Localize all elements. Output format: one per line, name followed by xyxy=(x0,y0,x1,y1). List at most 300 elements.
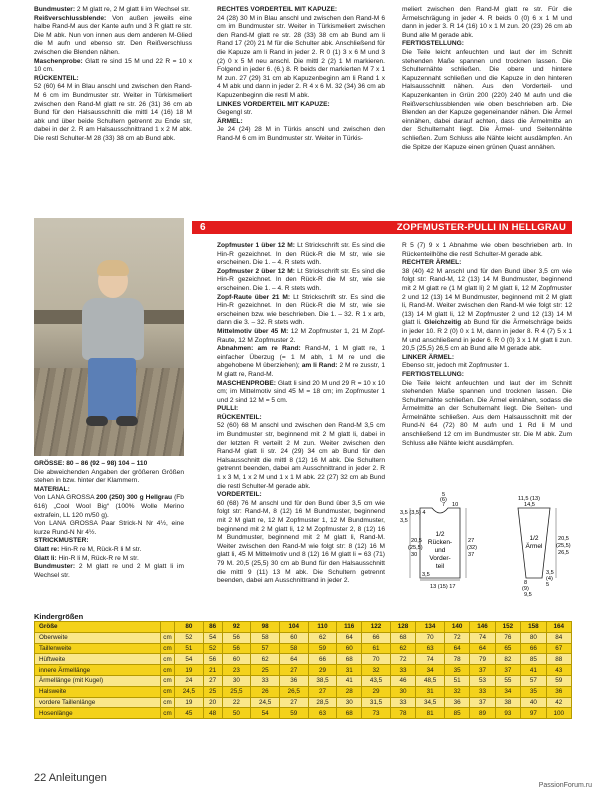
section-heading: STRICKMUSTER: xyxy=(34,537,89,545)
table-cell: 72 xyxy=(390,654,415,665)
bold-lead: Glatt re: xyxy=(34,545,60,553)
dim-height-3: 30 xyxy=(411,552,418,558)
table-cell: 51 xyxy=(175,643,204,654)
instructions-column-4 xyxy=(34,460,184,580)
section-title: ZOPFMUSTER-PULLI IN HELLGRAU xyxy=(396,222,566,233)
table-cell: 79 xyxy=(470,654,495,665)
paragraph xyxy=(34,83,192,143)
table-cell: 33 xyxy=(470,686,495,697)
row-label: Oberweite xyxy=(35,632,161,643)
row-unit: cm xyxy=(161,686,175,697)
table-cell: 41 xyxy=(337,675,362,686)
row-label: Halsweite xyxy=(35,686,161,697)
table-cell: 59 xyxy=(546,675,571,686)
section-heading: RECHTES VORDERTEIL MIT KAPUZE: xyxy=(217,6,338,13)
row-unit: cm xyxy=(161,632,175,643)
table-cell: 56 xyxy=(222,643,251,654)
table-cell: 56 xyxy=(222,632,251,643)
table-cell: 30 xyxy=(222,675,251,686)
table-cell: 19 xyxy=(175,697,204,708)
table-cell: 26 xyxy=(251,686,280,697)
paragraph-text: 2 M glatt re, 2 M glatt li im Wechsel str. xyxy=(75,6,190,13)
sleeve-cuff-1: 3,5 xyxy=(546,570,554,576)
table-cell: 78 xyxy=(444,654,469,665)
paragraph xyxy=(402,354,572,363)
table-cell: 76 xyxy=(495,632,520,643)
bold-lead: GRÖSSE: 80 – 86 (92 – 98) 104 – 110 xyxy=(34,460,148,467)
table-cell: 19 xyxy=(175,665,204,676)
section-heading: MATERIAL: xyxy=(34,485,70,493)
table-cell: 21 xyxy=(203,665,222,676)
size-table-title: Kindergrößen xyxy=(34,612,84,621)
dim-total-1: 27 xyxy=(468,538,475,544)
table-row xyxy=(35,697,572,708)
table-cell: 30 xyxy=(390,686,415,697)
paragraph xyxy=(34,563,184,580)
section-number: 6 xyxy=(200,222,206,233)
table-cell: 62 xyxy=(390,643,415,654)
table-row xyxy=(35,708,572,719)
size-header: 140 xyxy=(444,622,469,633)
section-heading: ÄRMEL: xyxy=(217,117,243,125)
size-header: 116 xyxy=(337,622,362,633)
body-label-1: 1/2 xyxy=(435,531,445,538)
paragraph-text: (Fb 616) „Cool Wool Big“ (100% Wolle Merino extrafein, LL 120 m/50 g). xyxy=(34,494,184,519)
table-cell: 60 xyxy=(222,654,251,665)
table-cell: 37 xyxy=(470,665,495,676)
child-photo xyxy=(34,218,184,456)
table-cell: 27 xyxy=(308,686,337,697)
paragraph xyxy=(217,294,385,328)
dim-total-2: (32) xyxy=(467,545,477,551)
table-cell: 81 xyxy=(416,708,445,719)
table-cell: 34 xyxy=(416,665,445,676)
size-header: 134 xyxy=(416,622,445,633)
paragraph xyxy=(402,268,572,354)
table-cell: 63 xyxy=(308,708,337,719)
table-cell: 20 xyxy=(203,697,222,708)
table-cell: 68 xyxy=(337,708,362,719)
bold-inline: 200 (250) 300 g Hellgrau xyxy=(96,494,173,502)
table-cell: 31,5 xyxy=(362,697,391,708)
paragraph-text: 60 (68) 76 M anschl und für den Bund über 3,5 cm wie folgt str: Rand-M, 8 (12) 16 M Bundmuster, beginnend mit 2 M glatt re, 12 M Zopfmuster 1, 12 M Bundmuster, beginnend mit 2 M glatt li, 12 M Zopfmuster 2, 8 (12) 16 M Bundmuster, beginnend mit 2 M glatt li, Rand-M. Weiter zwischen den Rand-M wie folgt str: 8 (12) 16 M glatt li, 45 M Mittelmotiv und 8 (12) 16 M glatt li = 63 (71) 79 M. 20,5 (25,5) 30 cm ab Bund für den Halsausschnitt die mittl 9 (11) 13 M abk. Die Schultern getrennt beenden, dabei am Ausschnittrand in jeder 2. xyxy=(217,499,385,585)
table-row xyxy=(35,643,572,654)
body-label-5: teil xyxy=(435,563,445,570)
paragraph xyxy=(402,242,572,259)
table-cell: 78 xyxy=(390,708,415,719)
bold-lead: Maschenprobe: xyxy=(34,57,83,65)
paragraph xyxy=(217,422,385,491)
paragraph-text: ab Bund für die Ärmelschräge beids in jeder 10. R 2 (0) 0 x 1 M, dann in jeder 8. R 4 (7) 5 x 1 M und anschließend in jeder 6. R 0 (0) 3 x 1 M glatt li zun. 20,5 (25,5) 26,5 cm ab Bund alle M gerade abk. xyxy=(402,319,572,353)
paragraph xyxy=(217,500,385,586)
size-header: 146 xyxy=(470,622,495,633)
row-label: vordere Taillenlänge xyxy=(35,697,161,708)
table-cell: 24 xyxy=(175,675,204,686)
bold-lead: Glatt li: xyxy=(34,554,57,562)
paragraph-text: Hin-R re M, Rück-R li M str. xyxy=(59,545,142,553)
table-cell: 37 xyxy=(495,665,520,676)
paragraph-text: 2 M re zusstr, 1 M glatt re, Rand-M. xyxy=(217,362,385,378)
table-cell: 54 xyxy=(203,632,222,643)
table-cell: 27 xyxy=(279,665,308,676)
paragraph xyxy=(217,414,385,423)
size-table xyxy=(34,621,572,719)
table-cell: 62 xyxy=(251,654,280,665)
table-cell: 33 xyxy=(390,697,415,708)
paragraph xyxy=(217,268,385,294)
paragraph-text: Lt Strickschrift str. Es sind die Hin-R gezeichnet. In den Rück-R die M str, wie sie erscheinen bzw. wie beschrieben. Die 1. – 32. R 1 x arb, dann die 3. – 32. R stets wdh. xyxy=(217,293,385,327)
footer-label: Anleitungen xyxy=(48,772,107,784)
row-label: Ärmellänge (mit Kugel) xyxy=(35,675,161,686)
row-unit: cm xyxy=(161,665,175,676)
paragraph-text: Die Teile leicht anfeuchten und laut der im Schnitt stehenden Maße spannen und trocknen lassen. Die Schulternähte schließen. Die obere und hintere Kapuzennaht schließen und die Kapuze in den hinteren Halsausschnitt nähen. Aus den Vorderteil- und Kapuzenkanten in Grün 200 (220) 240 M aufn und die Reißverschlussblenden wie oben beschrieben arb. Die Blenden an der Kapuze gegeneinander nähen. Die Ärmel einnähen, dabei darauf achten, dass die Ärmelmitte an der Schulternaht liegt. Die Ärmel- und Seitennähte schließen. Zum Schluss alle Nähte leicht ausdämpfen. An die Spitze der Kapuze einen grünen Quast annähen. xyxy=(402,48,572,151)
paragraph xyxy=(34,469,184,486)
table-cell: 29 xyxy=(362,686,391,697)
size-header: 104 xyxy=(279,622,308,633)
paragraph-text: 12 M Zopfmuster 1, 21 M Zopf-Raute, 12 M Zopfmuster 2. xyxy=(217,327,385,344)
sleeve-bottom-2: (9) xyxy=(522,586,529,592)
row-label: innere Ärmellänge xyxy=(35,665,161,676)
size-header: 164 xyxy=(546,622,571,633)
table-cell: 32 xyxy=(444,686,469,697)
paragraph xyxy=(217,380,385,406)
dim-total-3: 37 xyxy=(468,552,475,558)
bold-lead: Mittelmotiv über 45 M: xyxy=(217,327,289,335)
table-cell: 41 xyxy=(521,665,546,676)
table-row xyxy=(35,686,572,697)
paragraph xyxy=(217,328,385,345)
paragraph xyxy=(402,380,572,449)
header-unit-cell xyxy=(161,622,175,633)
bold-lead: Zopfmuster 1 über 12 M: xyxy=(217,242,295,249)
table-cell: 70 xyxy=(362,654,391,665)
paragraph xyxy=(217,491,385,500)
table-cell: 36 xyxy=(546,686,571,697)
paragraph xyxy=(402,49,572,152)
paragraph-text: Hin-R li M, Rück-R re M str. xyxy=(56,554,139,562)
section-heading: FERTIGSTELLUNG: xyxy=(402,40,464,48)
paragraph-text: Rand-M, 1 M glatt re, 1 einfacher Überzug (= 1 M abh, 1 M re und die abgehobene M überziehen); xyxy=(217,345,385,370)
table-cell: 68 xyxy=(390,632,415,643)
row-label: Taillenweite xyxy=(35,643,161,654)
table-cell: 29 xyxy=(308,665,337,676)
table-cell: 48 xyxy=(203,708,222,719)
table-cell: 38 xyxy=(495,697,520,708)
table-cell: 84 xyxy=(546,632,571,643)
table-cell: 34,5 xyxy=(416,697,445,708)
intro-column-3 xyxy=(402,6,572,152)
section-heading: VORDERTEIL: xyxy=(217,491,262,499)
dim-bottom-w: 13 (15) 17 xyxy=(430,584,456,590)
bold-lead: Abnahmen: am re Rand: xyxy=(217,345,301,353)
row-unit: cm xyxy=(161,708,175,719)
table-cell: 31 xyxy=(337,665,362,676)
paragraph xyxy=(34,520,184,537)
table-cell: 54 xyxy=(175,654,204,665)
section-heading: PULLI: xyxy=(217,405,239,413)
paragraph-text: Ebenso str, jedoch mit Zopfmuster 1. xyxy=(402,362,510,370)
paragraph-text: meliert zwischen den Rand-M glatt re str. Für die Ärmelschrägung in jeder 4. R beids 0 (0) 6 x 1 M und dann in jeder 3. R 14 (16) 10 x 1 M zun. 20 (23) 26 cm ab Bund alle M gerade abk. xyxy=(402,6,572,39)
paragraph xyxy=(34,494,184,520)
bold-lead: Zopf-Raute über 21 M: xyxy=(217,293,291,301)
table-cell: 25 xyxy=(203,686,222,697)
sleeve-top-2: 14,5 xyxy=(524,502,535,508)
header-label: Größe xyxy=(35,622,161,633)
paragraph xyxy=(34,555,184,564)
table-cell: 82 xyxy=(495,654,520,665)
sleeve-cuff-2: (4) xyxy=(546,576,553,582)
table-cell: 57 xyxy=(251,643,280,654)
paragraph-text: Von LANA GROSSA Paar Strick-N Nr 4½, eine kurze Rund-N Nr 4½. xyxy=(34,520,184,536)
paragraph xyxy=(34,6,192,15)
table-cell: 73 xyxy=(362,708,391,719)
paragraph-text: 52 (60) 68 M anschl und zwischen den Rand-M 3,5 cm im Bundmuster str, beginnend mit 2 M glatt li, dabei in der letzten R verteilt 2 M zun. Weiter zwischen den Rand-M glatt li str. 24 (29) 34 cm ab Bund für den Halsausschnitt die mittl 8 (12) 16 M abk. Die Schultern getrennt beenden, dabei am Ausschnittrand in jeder 2. R 1 x 3 M, 1 x 2 M und 1 x 1 M abk. 22 (27) 32 cm ab Bund die restl Schulter-M gerade abk. xyxy=(217,422,385,490)
bold-lead: MASCHENPROBE: xyxy=(217,379,276,387)
section-heading: LINKER ÄRMEL: xyxy=(402,353,455,361)
paragraph-text: Lt Strickschrift str. Es sind die Hin-R gezeichnet. In den Rück-R die M str, wie sie erscheinen. Die 1. – 4. R stets wdh. xyxy=(217,267,385,292)
table-cell: 37 xyxy=(470,697,495,708)
table-cell: 63 xyxy=(416,643,445,654)
bold-lead: Reißverschlussblende: xyxy=(34,14,107,22)
sleeve-bottom-1: 8 xyxy=(524,580,528,586)
intro-column-1 xyxy=(34,6,192,144)
size-header: 98 xyxy=(251,622,280,633)
table-cell: 70 xyxy=(416,632,445,643)
paragraph xyxy=(34,75,192,84)
table-cell: 60 xyxy=(279,632,308,643)
body-label-2: Rücken- xyxy=(427,539,453,546)
table-cell: 58 xyxy=(251,632,280,643)
table-cell: 25 xyxy=(251,665,280,676)
table-cell: 58 xyxy=(279,643,308,654)
table-cell: 97 xyxy=(521,708,546,719)
paragraph xyxy=(217,126,385,143)
row-unit: cm xyxy=(161,654,175,665)
table-cell: 88 xyxy=(546,654,571,665)
table-cell: 59 xyxy=(308,643,337,654)
body-label-3: und xyxy=(434,547,446,554)
paragraph xyxy=(34,15,192,58)
paragraph xyxy=(34,486,184,495)
table-row xyxy=(35,632,572,643)
paragraph xyxy=(402,371,572,380)
paragraph-text: Lt Strickschrift str. Es sind die Hin-R gezeichnet. In den Rück-R die M str, wie sie erscheinen. Die 1. – 4. R stets wdh. xyxy=(217,242,385,267)
paragraph xyxy=(34,537,184,546)
table-cell: 30 xyxy=(337,697,362,708)
dim-top-4: 10 xyxy=(452,502,459,508)
size-header: 152 xyxy=(495,622,520,633)
table-cell: 35 xyxy=(444,665,469,676)
table-cell: 68 xyxy=(337,654,362,665)
table-cell: 28 xyxy=(337,686,362,697)
watermark: PassionForum.ru xyxy=(538,782,592,789)
table-cell: 40 xyxy=(521,697,546,708)
table-cell: 36 xyxy=(444,697,469,708)
table-cell: 80 xyxy=(521,632,546,643)
table-cell: 60 xyxy=(337,643,362,654)
paragraph xyxy=(34,460,184,469)
row-unit: cm xyxy=(161,697,175,708)
table-cell: 93 xyxy=(495,708,520,719)
paragraph xyxy=(402,362,572,371)
table-cell: 57 xyxy=(521,675,546,686)
sleeve-label-2: Ärmel xyxy=(525,543,543,550)
table-row xyxy=(35,665,572,676)
dim-top-2: (6) xyxy=(440,497,447,503)
table-cell: 43,5 xyxy=(362,675,391,686)
sleeve-height-3: 26,5 xyxy=(558,550,569,556)
table-cell: 38,5 xyxy=(308,675,337,686)
dim-top-1: 5 xyxy=(442,492,446,498)
row-unit: cm xyxy=(161,643,175,654)
paragraph xyxy=(217,109,385,118)
intro-column-2 xyxy=(217,6,385,144)
section-heading: RÜCKENTEIL: xyxy=(217,413,262,421)
paragraph-text: Gegengl str. xyxy=(217,109,253,117)
row-unit: cm xyxy=(161,675,175,686)
table-row xyxy=(35,654,572,665)
table-cell: 48,5 xyxy=(416,675,445,686)
dim-left-a: 3,5 (3,5) 4 xyxy=(400,510,426,516)
paragraph-text: 24 (28) 30 M in Blau anschl und zwischen den Rand-M 6 cm im Bundmuster str. Weiter in Türkismeliert zwischen den Rand-M glatt re str. 28 (33) 38 cm ab Bund am li Rand 17 (20) 21 M für die Schulter abk. Anschließend für die Kapuze am li Rand in jeder 2. R 0 (1) 3 x 6 M und 3 (2) 0 x 5 M neu anschl. Die mittl 2 (2) 1 M markieren. Folgend in jeder 6. (6.) 8. R beids der markierten M 7 x 1 M zun. 27 (29) 31 cm ab Kapuzenbeginn am li Rand 1 x 4 M abk und dann in jeder 2. R 4 x 6 M. 32 (34) 36 cm ab Kapuzenbeginn die restl M abk. xyxy=(217,14,385,99)
page-footer xyxy=(34,772,107,784)
paragraph-text: Glatt li sind 20 M und 29 R = 10 x 10 cm; im Mittelmotiv sind 45 M = 18 cm; im Zopfmuster 1 und 2 sind 12 M = 5 cm. xyxy=(217,379,385,404)
paragraph xyxy=(217,6,385,15)
table-cell: 53 xyxy=(470,675,495,686)
paragraph xyxy=(217,405,385,414)
table-cell: 74 xyxy=(416,654,445,665)
table-cell: 89 xyxy=(470,708,495,719)
paragraph xyxy=(217,118,385,127)
section-heading: RÜCKENTEIL: xyxy=(34,74,79,82)
paragraph xyxy=(217,101,385,110)
table-cell: 24,5 xyxy=(175,686,204,697)
table-cell: 43 xyxy=(546,665,571,676)
section-heading: LINKES VORDERTEIL MIT KAPUZE: xyxy=(217,100,330,108)
dim-bottom-h: 3,5 xyxy=(422,572,430,578)
table-cell: 25,5 xyxy=(222,686,251,697)
page-number: 22 xyxy=(34,772,47,784)
table-cell: 35 xyxy=(521,686,546,697)
table-cell: 66 xyxy=(362,632,391,643)
paragraph-text: Von LANA GROSSA xyxy=(34,494,97,502)
table-cell: 24,5 xyxy=(251,697,280,708)
table-cell: 64 xyxy=(279,654,308,665)
table-cell: 32 xyxy=(362,665,391,676)
sleeve-height-2: (25,5) xyxy=(556,543,571,549)
paragraph xyxy=(402,259,572,268)
table-cell: 61 xyxy=(362,643,391,654)
table-cell: 66 xyxy=(521,643,546,654)
paragraph xyxy=(217,15,385,101)
sleeve-label-1: 1/2 xyxy=(529,535,539,542)
pattern-diagram xyxy=(400,492,572,598)
table-cell: 85 xyxy=(521,654,546,665)
size-header: 92 xyxy=(222,622,251,633)
dim-left-b: 3,5 xyxy=(400,518,408,524)
dim-height-2: (25,5) xyxy=(408,545,423,551)
table-cell: 52 xyxy=(175,632,204,643)
paragraph-text: 2 M glatt re und 2 M glatt li im Wechsel str. xyxy=(34,563,184,579)
table-cell: 59 xyxy=(279,708,308,719)
size-header: 86 xyxy=(203,622,222,633)
sleeve-cuff-3: 5 xyxy=(546,582,550,588)
bold-inline: am li Rand: xyxy=(301,362,338,370)
table-cell: 42 xyxy=(546,697,571,708)
instructions-column-6 xyxy=(402,242,572,448)
paragraph-text: Von außen jeweils eine halbe Rand-M aus der Kante aufn und 3 R glatt re str. Die M abk. Nun von innen aus dem anderen M-Glied die M aufn und ebenso str. Den Reißverschluss zwischen die Blenden nähen. xyxy=(34,14,192,56)
table-cell: 33 xyxy=(390,665,415,676)
table-cell: 46 xyxy=(390,675,415,686)
table-cell: 31 xyxy=(416,686,445,697)
table-cell: 52 xyxy=(203,643,222,654)
table-cell: 27 xyxy=(203,675,222,686)
paragraph-text: 38 (40) 42 M anschl und für den Bund über 3,5 cm wie folgt str: Rand-M, 12 (13) 14 M Bundmuster, beginnend mit 2 M glatt re (1 M glatt li) 2 M glatt li, 12 M Zopfmuster 2 und 12 (13) 14 M Bundmuster, beginnend mit 2 M glatt li, Rand-M. Weiter zwischen den Rand-M wie folgt str: 12 (13) 14 M glatt li, 12 M Zopfmuster 2 und 12 (13) 14 M glatt li. xyxy=(402,267,572,327)
table-cell: 64 xyxy=(444,643,469,654)
table-cell: 55 xyxy=(495,675,520,686)
sleeve-bottom-3: 9,5 xyxy=(524,592,532,598)
paragraph-text: Je 24 (24) 28 M in Türkis anschl und zwischen den Rand-M 6 cm im Bundmuster str. Weiter in Türkis- xyxy=(217,126,385,142)
paragraph-text: Die Teile leicht anfeuchten und laut der im Schnitt stehenden Maße spannen und trocknen lassen. Die Schulternähte schließen. Die Ärmel einnähen, sodass die Ärmelmitte an der Schulternaht liegt. Die Seiten- und Ärmelnähte schließen. Aus dem Halsausschnitt mit der Rund-N 64 (72) 80 M aufn und 1 Rd li M und anschließend 12 cm im Bundmuster str. Die M abk. Zum Schluss alle Nähte leicht ausdämpfen. xyxy=(402,379,572,447)
paragraph xyxy=(34,58,192,75)
table-cell: 64 xyxy=(337,632,362,643)
dim-top-3: 7 xyxy=(442,502,446,508)
table-cell: 66 xyxy=(308,654,337,665)
table-cell: 54 xyxy=(251,708,280,719)
paragraph-text: R 5 (7) 9 x 1 Abnahme wie oben beschrieben arb. In Rückenteilhöhe die restl Schulter-M gerade abk. xyxy=(402,242,572,258)
table-cell: 28,5 xyxy=(308,697,337,708)
size-header: 158 xyxy=(521,622,546,633)
table-cell: 64 xyxy=(470,643,495,654)
size-header: 110 xyxy=(308,622,337,633)
size-header: 128 xyxy=(390,622,415,633)
size-header: 122 xyxy=(362,622,391,633)
table-cell: 45 xyxy=(175,708,204,719)
bold-lead: Zopfmuster 2 über 12 M: xyxy=(217,267,295,275)
table-cell: 33 xyxy=(251,675,280,686)
sleeve-height-1: 20,5 xyxy=(558,536,569,542)
table-cell: 36 xyxy=(279,675,308,686)
table-cell: 85 xyxy=(444,708,469,719)
table-header-row xyxy=(35,622,572,633)
bold-lead: Bundmuster: xyxy=(34,6,76,13)
table-cell: 34 xyxy=(495,686,520,697)
paragraph-text: Die abweichenden Angaben der größeren Größen stehen in bzw. hinter der Klammern. xyxy=(34,468,184,485)
paragraph-text: Glatt re sind 15 M und 22 R = 10 x 10 cm. xyxy=(34,57,192,74)
table-cell: 65 xyxy=(495,643,520,654)
dim-height-1: 20,5 xyxy=(411,538,422,544)
table-cell: 67 xyxy=(546,643,571,654)
size-header: 80 xyxy=(175,622,204,633)
paragraph-text: 52 (60) 64 M in Blau anschl und zwischen den Rand-M 6 cm im Bundmuster str. Weiter in Türkismeliert zwischen den Rand-M glatt re str. 26 (31) 36 cm ab Bund für den Halsausschnitt die mittl 14 (16) 18 M abk und über beide Schultern getrennt zu Ende str, dabei in der 2. R am Halsausschnittrand 1 x 2 M abk. Die restl Schulter-M 28 (33) 38 cm ab Bund abk. xyxy=(34,83,192,142)
paragraph xyxy=(402,6,572,40)
row-label: Hosenlänge xyxy=(35,708,161,719)
bold-lead: Bundmuster: xyxy=(34,563,76,571)
table-cell: 72 xyxy=(444,632,469,643)
instructions-column-5 xyxy=(217,242,385,586)
paragraph xyxy=(217,345,385,379)
table-cell: 74 xyxy=(470,632,495,643)
table-cell: 62 xyxy=(308,632,337,643)
table-cell: 27 xyxy=(279,697,308,708)
paragraph xyxy=(402,40,572,49)
paragraph xyxy=(217,242,385,268)
table-cell: 56 xyxy=(203,654,222,665)
table-cell: 100 xyxy=(546,708,571,719)
sleeve-top-1: 11,5 (13) xyxy=(518,496,540,502)
table-cell: 26,5 xyxy=(279,686,308,697)
section-heading: FERTIGSTELLUNG: xyxy=(402,370,464,378)
